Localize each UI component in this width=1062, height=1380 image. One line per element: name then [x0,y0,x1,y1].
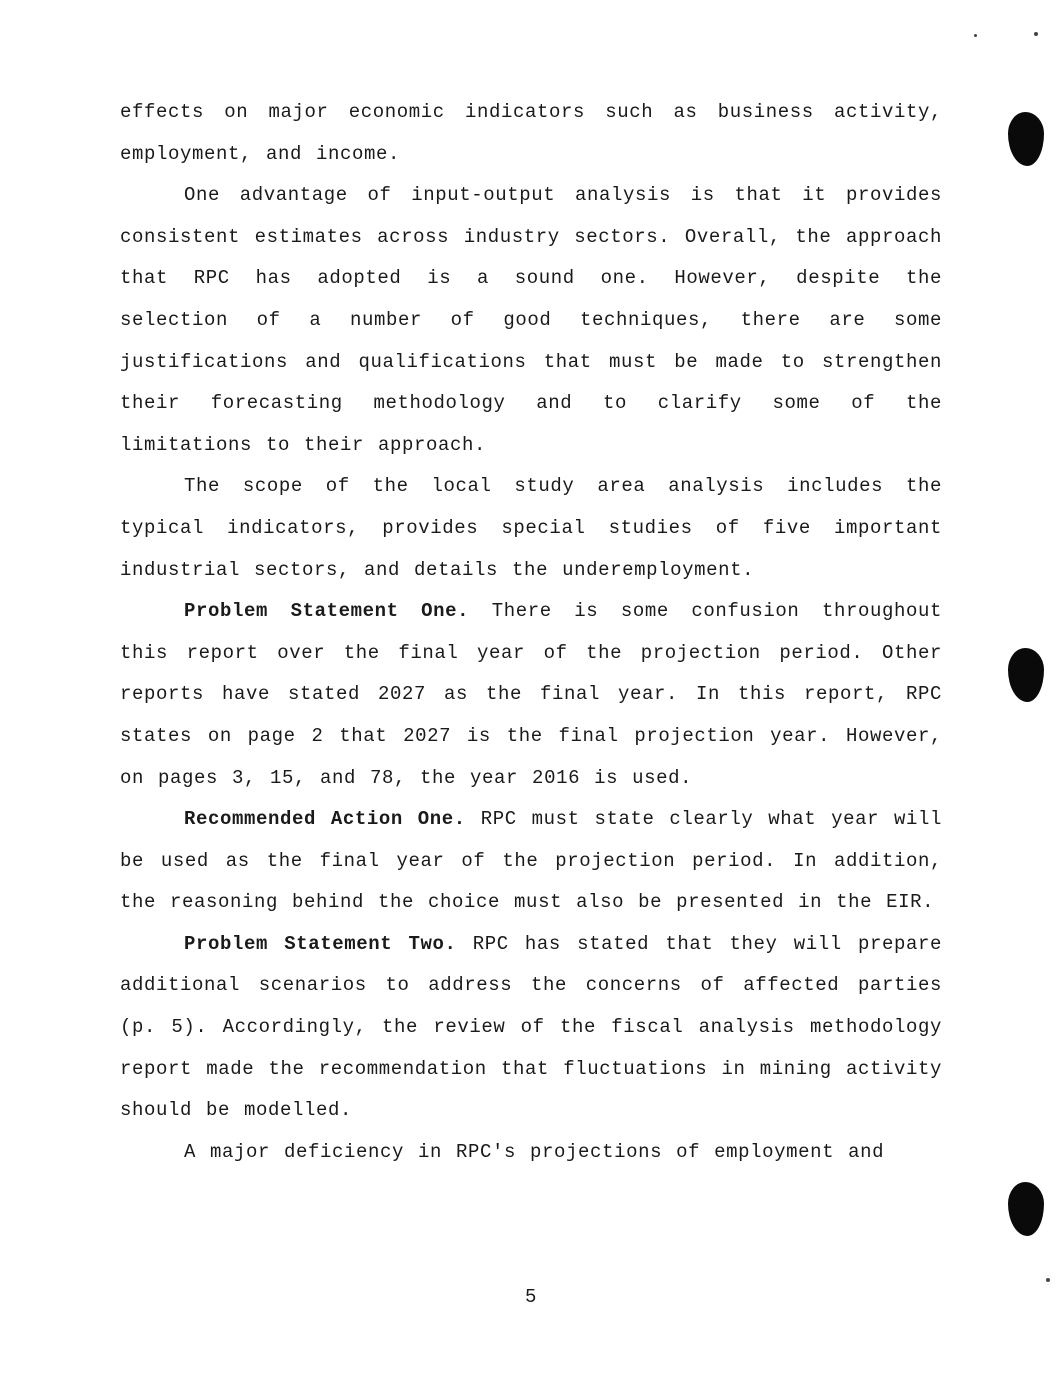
scan-speck [1046,1278,1050,1282]
punch-hole-mark [1008,1182,1044,1236]
punch-hole-mark [1008,112,1044,166]
punch-hole-mark [1008,648,1044,702]
paragraph-heading: Problem Statement One. [184,600,470,623]
paragraph-heading: Problem Statement Two. [184,932,457,955]
scan-speck [1034,32,1038,36]
paragraph-text: RPC must state clearly what year will be used as the final year of the projection period. In addition, the reasoning behind the choice must also be presented in the EIR. [120,808,942,914]
paragraph-text: The scope of the local study area analysis includes the typical indicators, provides special studies of five important industrial sectors, and details the underemployment. [120,475,942,581]
paragraph-text: There is some confusion throughout this report over the final year of the projection period. Other reports have stated 2027 as the final year. In this report, RPC states on page 2 that 2027 is the final projection year. However, on pages 3, 15, and 78, the year 2016 is used. [120,600,942,789]
paragraph-heading: Recommended Action One. [184,808,466,831]
paragraph-text: RPC has stated that they will prepare additional scenarios to address the concerns of affected parties (p. 5). Accordingly, the review of the fiscal analysis methodology report made the recommendation that fluctuations in mining activity should be modelled. [120,932,942,1122]
scan-speck [974,34,977,37]
paragraph-continuation [120,92,942,175]
paragraph-text: A major deficiency in RPC's projections of employment and [184,1140,885,1163]
body-text [120,92,942,1173]
paragraph-problem-one [120,591,942,799]
paragraph-problem-two [120,924,942,1132]
page-number: 5 [525,1286,537,1308]
paragraph-deficiency [120,1132,942,1174]
paragraph-text: One advantage of input-output analysis is that it provides consistent estimates across industry sectors. Overall, the approach that RPC has adopted is a sound one. However, despite the selection of a number of good techniques, there are some justifications and qualifications that must be made to strengthen their forecasting methodology and to clarify some of the limitations to their approach. [120,184,942,456]
paragraph-text: effects on major economic indicators such as business activity, employment, and income. [120,101,942,165]
paragraph-scope [120,466,942,591]
paragraph-input-output [120,175,942,466]
paragraph-action-one [120,799,942,924]
